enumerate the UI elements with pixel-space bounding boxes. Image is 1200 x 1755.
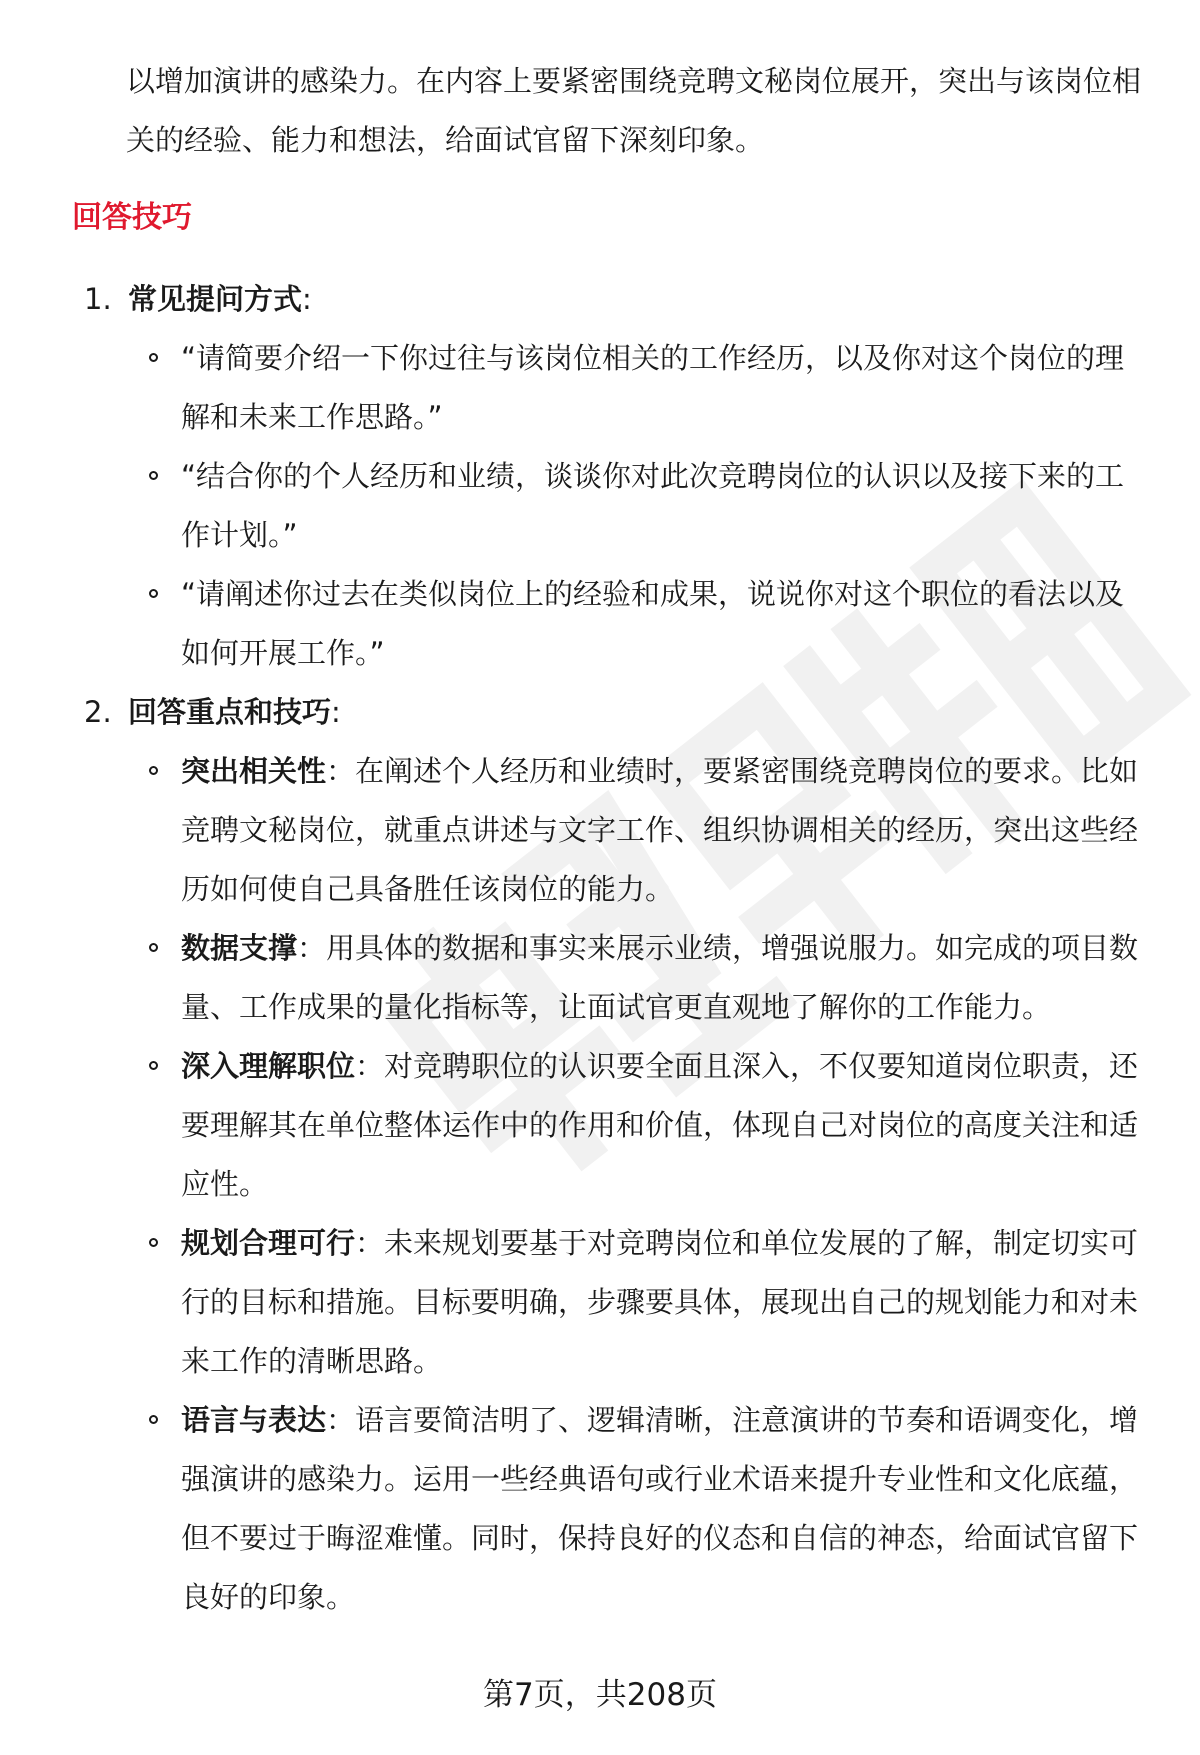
sublist-item-text: ：未来规划要基于对竞聘岗位和单位发展的了解，制定切实可行的目标和措施。目标要明确，步骤要具体，展现出自己的规划能力和对未来工作的清晰思路。: [181, 1226, 1139, 1378]
sublist: [128, 742, 1140, 1627]
item-title-colon: :: [331, 695, 341, 729]
list-item: [0, 683, 1200, 1627]
sublist-item-text: “结合你的个人经历和业绩，谈谈你对此次竞聘岗位的认识以及接下来的工作计划。”: [181, 459, 1125, 552]
sublist-item: [126, 919, 1141, 1037]
item-title: [128, 683, 1140, 742]
circle-bullet-icon: [149, 1238, 158, 1247]
item-title-colon: :: [302, 282, 312, 316]
sublist-item: [126, 1391, 1141, 1627]
item-number: 1.: [84, 282, 112, 316]
sublist-item-text: ：在阐述个人经历和业绩时，要紧密围绕竞聘岗位的要求。比如竞聘文秘岗位，就重点讲述与文字工作、组织协调相关的经历，突出这些经历如何使自己具备胜任该岗位的能力。: [181, 754, 1139, 906]
sublist-item: [126, 329, 1141, 447]
sublist-item-text: “请简要介绍一下你过往与该岗位相关的工作经历，以及你对这个岗位的理解和未来工作思路。”: [181, 341, 1125, 434]
sublist-item: [126, 447, 1141, 565]
sublist-item: [126, 1037, 1141, 1214]
sublist-item: [126, 1214, 1141, 1391]
circle-bullet-icon: [149, 766, 158, 775]
sublist-item-label: 规划合理可行: [181, 1226, 356, 1260]
sublist-item: [126, 742, 1141, 919]
circle-bullet-icon: [149, 353, 158, 362]
sublist-item-label: 深入理解职位: [181, 1049, 356, 1083]
section-heading: 回答技巧: [72, 200, 192, 235]
circle-bullet-icon: [149, 943, 158, 952]
list-item: [0, 270, 1200, 683]
circle-bullet-icon: [149, 1061, 158, 1070]
tips-list: [0, 270, 1200, 1627]
circle-bullet-icon: [149, 589, 158, 598]
sublist-item-text: ：对竞聘职位的认识要全面且深入，不仅要知道岗位职责，还要理解其在单位整体运作中的作用和价值，体现自己对岗位的高度关注和适应性。: [181, 1049, 1139, 1201]
page-number-footer: 第7页，共208页: [483, 1677, 717, 1713]
circle-bullet-icon: [149, 1415, 158, 1424]
sublist-item-text: ：用具体的数据和事实来展示业绩，增强说服力。如完成的项目数量、工作成果的量化指标等，让面试官更直观地了解你的工作能力。: [181, 931, 1139, 1024]
intro-paragraph: 以增加演讲的感染力。在内容上要紧密围绕竞聘文秘岗位展开，突出与该岗位相关的经验、能力和想法，给面试官留下深刻印象。: [126, 64, 1142, 157]
circle-bullet-icon: [149, 471, 158, 480]
sublist: [128, 329, 1140, 683]
item-title: [128, 270, 1140, 329]
sublist-item-label: 数据支撑: [181, 931, 298, 965]
sublist-item-label: 语言与表达: [181, 1403, 327, 1437]
item-title-text: 常见提问方式: [128, 282, 303, 316]
sublist-item-text: ：语言要简洁明了、逻辑清晰，注意演讲的节奏和语调变化，增强演讲的感染力。运用一些经典语句或行业术语来提升专业性和文化底蕴，但不要过于晦涩难懂。同时，保持良好的仪态和自信的神态，给面试官留下良好的印象。: [181, 1403, 1139, 1614]
sublist-item: [126, 565, 1141, 683]
sublist-item-text: “请阐述你过去在类似岗位上的经验和成果，说说你对这个职位的看法以及如何开展工作。”: [181, 577, 1125, 670]
item-number: 2.: [84, 695, 112, 729]
sublist-item-label: 突出相关性: [181, 754, 327, 788]
item-title-text: 回答重点和技巧: [128, 695, 332, 729]
